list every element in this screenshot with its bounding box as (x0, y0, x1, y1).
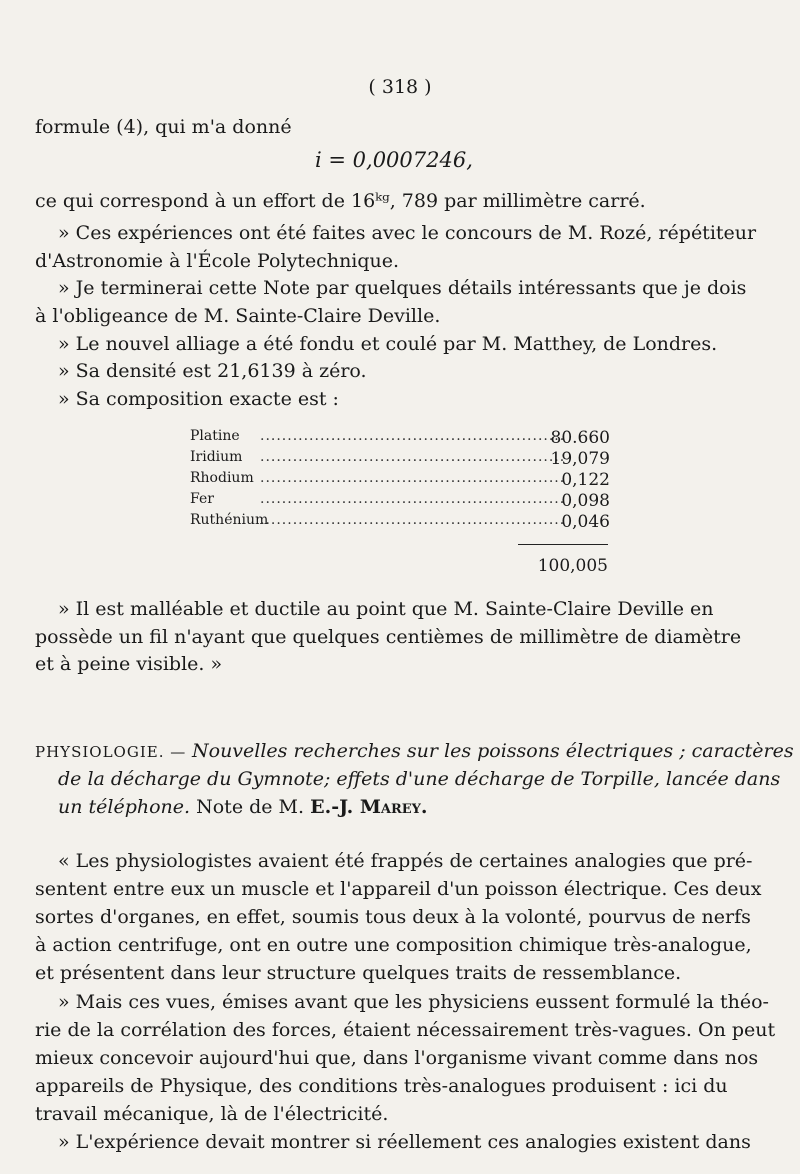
body-line: sortes d'organes, en effet, soumis tous deux à la volonté, pourvus de nerfs (35, 906, 751, 928)
article-title: Nouvelles recherches sur les poissons électriques ; caractères (192, 740, 794, 762)
body-line: sentent entre eux un muscle et l'appareil d'un poisson électrique. Ces deux (35, 878, 762, 900)
composition-row (190, 491, 610, 512)
body-line: » Mais ces vues, émises avant que les physiciens eussent formulé la théo- (58, 991, 769, 1013)
section-heading-line (58, 768, 780, 790)
composition-row (190, 449, 610, 470)
leader-dots: ........................................................ (260, 428, 566, 444)
element-value: 0,098 (561, 491, 610, 511)
leader-dots: ........................................................ (260, 491, 566, 507)
text-line: d'Astronomie à l'École Polytechnique. (35, 250, 400, 272)
body-line: à action centrifuge, ont en outre une composition chimique très-analogue, (35, 934, 752, 956)
composition-table (190, 428, 610, 533)
section-heading (35, 740, 794, 762)
leader-dots: ........................................................ (260, 512, 566, 528)
intro-line: formule (4), qui m'a donné (35, 116, 292, 138)
text-line: » Le nouvel alliage a été fondu et coulé par M. Matthey, de Londres. (58, 333, 718, 355)
body-line: mieux concevoir aujourd'hui que, dans l'organisme vivant comme dans nos (35, 1047, 759, 1069)
text-line: » Sa composition exacte est : (58, 388, 339, 410)
element-value: 80.660 (550, 428, 610, 448)
formula: i = 0,0007246, (315, 148, 473, 172)
element-name: Iridium (190, 449, 243, 465)
section-heading-line (58, 796, 428, 818)
element-name: Rhodium (190, 470, 254, 486)
element-name: Platine (190, 428, 240, 444)
text-line: » Je terminerai cette Note par quelques détails intéressants que je dois (58, 277, 747, 299)
body-line: travail mécanique, là de l'électricité. (35, 1103, 389, 1125)
body-line: » L'expérience devait montrer si réellement ces analogies existent dans (58, 1131, 751, 1153)
section-tag: PHYSIOLOGIE. — (35, 743, 192, 761)
text-line: » Ces expériences ont été faites avec le concours de M. Rozé, répétiteur (58, 222, 757, 244)
body-line: et présentent dans leur structure quelques traits de ressemblance. (35, 962, 682, 984)
composition-row (190, 512, 610, 533)
composition-total: 100,005 (537, 556, 608, 576)
composition-row (190, 470, 610, 491)
text-line: et à peine visible. » (35, 653, 223, 675)
author-name: E.-J. Marey. (310, 796, 428, 818)
note-label: Note de M. (190, 796, 311, 818)
article-title: de la décharge du Gymnote; effets d'une décharge de Torpille, lancée dans (58, 768, 781, 790)
total-rule (518, 544, 608, 545)
text-line: ce qui correspond à un effort de 16ᵏᵍ, 789 par millimètre carré. (35, 190, 646, 212)
page-number: ( 318 ) (368, 76, 432, 98)
article-title: un téléphone. (58, 796, 191, 818)
body-line: appareils de Physique, des conditions très-analogues produisent : ici du (35, 1075, 728, 1097)
element-value: 0,122 (561, 470, 610, 490)
leader-dots: ........................................................ (260, 449, 566, 465)
body-line: rie de la corrélation des forces, étaient nécessairement très-vagues. On peut (35, 1019, 776, 1041)
text-line: possède un fil n'ayant que quelques centièmes de millimètre de diamètre (35, 626, 742, 648)
text-line: à l'obligeance de M. Sainte-Claire Deville. (35, 305, 441, 327)
composition-row (190, 428, 610, 449)
leader-dots: ........................................................ (260, 470, 566, 486)
element-name: Fer (190, 491, 214, 507)
text-line: » Sa densité est 21,6139 à zéro. (58, 360, 367, 382)
text-line: » Il est malléable et ductile au point que M. Sainte-Claire Deville en (58, 598, 714, 620)
element-value: 0,046 (561, 512, 610, 532)
body-line: « Les physiologistes avaient été frappés de certaines analogies que pré- (58, 850, 753, 872)
element-name: Ruthénium (190, 512, 269, 528)
element-value: 19,079 (550, 449, 610, 469)
